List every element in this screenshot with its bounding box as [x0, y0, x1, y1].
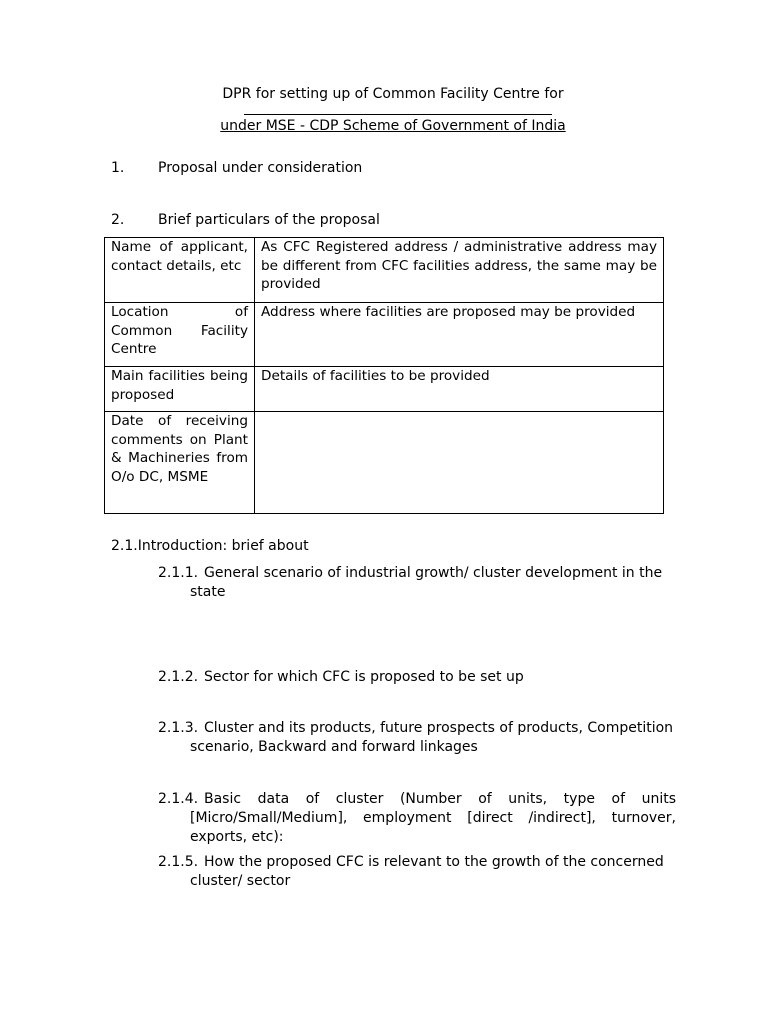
- item-text: How the proposed CFC is relevant to the growth of the concerned: [204, 854, 664, 870]
- item-number: 2.1.2.: [158, 669, 199, 685]
- item-text-continued: scenario, Backward and forward linkages: [190, 739, 478, 755]
- item-number: 2.1.3.: [158, 720, 199, 736]
- item-number: 2.1.5.: [158, 854, 199, 870]
- table-row: [105, 238, 664, 303]
- item-text: Basic data of cluster (Number of units, type of units: [204, 791, 676, 807]
- table-row: [105, 412, 664, 514]
- list-item: [158, 853, 676, 891]
- section-number: 2.: [111, 212, 125, 228]
- section-number: 1.: [111, 160, 125, 176]
- title-blank-line: [244, 114, 552, 115]
- item-text-continued: cluster/ sector: [190, 873, 291, 889]
- list-item: [158, 719, 676, 757]
- item-text-continued: state: [190, 584, 226, 600]
- section-1-heading: [111, 160, 362, 176]
- section-label: Proposal under consideration: [158, 160, 363, 176]
- item-text: Cluster and its products, future prospects of products, Competition: [204, 720, 674, 736]
- item-number: 2.1.4.: [158, 791, 199, 807]
- table-value-cell: Details of facilities to be provided: [255, 367, 664, 412]
- table-field-cell: Date of receiving comments on Plant & Machineries from O/o DC, MSME: [105, 412, 255, 514]
- document-title: DPR for setting up of Common Facility Centre for: [222, 86, 564, 102]
- item-text: General scenario of industrial growth/ cluster development in the: [204, 565, 663, 581]
- item-text: Sector for which CFC is proposed to be set up: [204, 669, 524, 685]
- item-number: 2.1.1.: [158, 565, 199, 581]
- table-field-cell: Main facilities being proposed: [105, 367, 255, 412]
- table-value-cell: Address where facilities are proposed may be provided: [255, 303, 664, 367]
- subsection-heading: 2.1.Introduction: brief about: [111, 538, 309, 554]
- table-row: [105, 367, 664, 412]
- particulars-table: [104, 237, 664, 514]
- list-item: [158, 790, 676, 847]
- document-subtitle: under MSE - CDP Scheme of Government of India: [220, 118, 566, 134]
- table-value-cell: As CFC Registered address / administrative address may be different from CFC facilities address, the same may be provided: [255, 238, 664, 303]
- table-field-cell: Name of applicant, contact details, etc: [105, 238, 255, 303]
- item-text-continued: [Micro/Small/Medium], employment [direct /indirect], turnover, exports, etc):: [190, 810, 676, 845]
- table-value-cell: [255, 412, 664, 514]
- list-item: [158, 564, 676, 602]
- section-2-heading: [111, 212, 380, 228]
- table-field-cell: Location of Common Facility Centre: [105, 303, 255, 367]
- section-label: Brief particulars of the proposal: [158, 212, 380, 228]
- list-item: [158, 668, 676, 687]
- table-row: [105, 303, 664, 367]
